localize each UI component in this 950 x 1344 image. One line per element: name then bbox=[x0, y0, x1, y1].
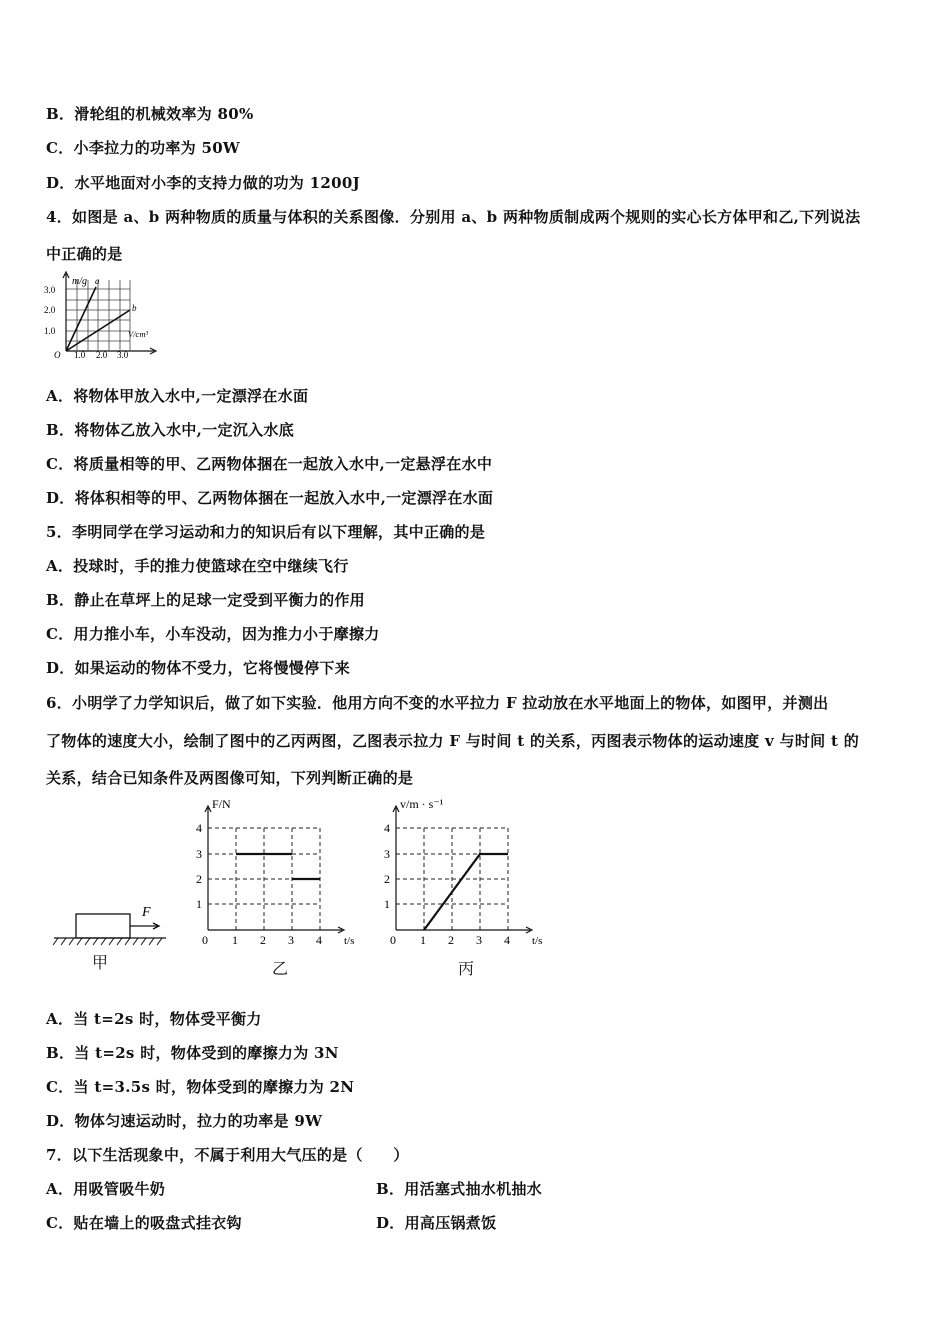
q6-bing-y-tick-3: 3 bbox=[384, 847, 390, 861]
q4-x-tick-3: 3.0 bbox=[117, 350, 129, 360]
q6-yi-x-tick-4: 4 bbox=[316, 933, 322, 947]
q6-bing-dashed-grid bbox=[396, 828, 508, 930]
q4-option-b: B．将物体乙放入水中,一定沉入水底 bbox=[46, 421, 295, 439]
q4-line-b-label: b bbox=[132, 303, 137, 313]
q6-stem-line3: 关系，结合已知条件及两图像可知，下列判断正确的是 bbox=[46, 769, 414, 787]
q4-y-axis-label: m/g bbox=[72, 276, 87, 287]
q6-block bbox=[76, 914, 130, 938]
q6-option-c: C．当 t=3.5s 时，物体受到的摩擦力为 2N bbox=[46, 1078, 355, 1096]
q7-option-b: B．用活塞式抽水机抽水 bbox=[376, 1180, 542, 1198]
q6-yi-x-tick-1: 1 bbox=[232, 933, 238, 947]
q4-stem-line2: 中正确的是 bbox=[46, 245, 123, 263]
q7-option-c: C．贴在墙上的吸盘式挂衣钩 bbox=[46, 1214, 242, 1232]
q4-origin-label: O bbox=[54, 350, 61, 360]
q7-option-d: D．用高压锅煮饭 bbox=[376, 1214, 497, 1232]
q5-option-a: A．投球时，手的推力使篮球在空中继续飞行 bbox=[46, 557, 349, 575]
q5-option-d: D．如果运动的物体不受力，它将慢慢停下来 bbox=[46, 659, 351, 677]
q6-bing-axes bbox=[393, 806, 532, 933]
q6-yi-y-tick-1: 1 bbox=[196, 897, 202, 911]
q4-stem-line1: 4．如图是 a、b 两种物质的质量与体积的关系图像．分别用 a、b 两种物质制成两个规则的实心长方体甲和乙,下列说法 bbox=[46, 208, 861, 226]
q6-yi-x-tick-3: 3 bbox=[288, 933, 294, 947]
q6-bing-x-tick-4: 4 bbox=[504, 933, 510, 947]
q6-yi-axes bbox=[205, 806, 344, 933]
q6-yi-x-tick-0: 0 bbox=[202, 933, 208, 947]
q6-fig-bing-chart bbox=[378, 792, 558, 952]
q4-y-tick-2: 2.0 bbox=[44, 305, 56, 315]
q4-y-tick-3: 3.0 bbox=[44, 285, 56, 295]
q7-option-a: A．用吸管吸牛奶 bbox=[46, 1180, 166, 1198]
q6-yi-y-tick-4: 4 bbox=[196, 821, 202, 835]
q5-option-c: C．用力推小车，小车没动，因为推力小于摩擦力 bbox=[46, 625, 380, 643]
q6-force-label: F bbox=[142, 905, 151, 920]
q6-yi-y-axis-label: F/N bbox=[212, 797, 231, 811]
q6-yi-y-tick-3: 3 bbox=[196, 847, 202, 861]
q5-option-b: B．静止在草坪上的足球一定受到平衡力的作用 bbox=[46, 591, 365, 609]
q6-bing-y-tick-4: 4 bbox=[384, 821, 390, 835]
q4-option-d: D．将体积相等的甲、乙两物体捆在一起放入水中,一定漂浮在水面 bbox=[46, 489, 494, 507]
q4-option-c: C．将质量相等的甲、乙两物体捆在一起放入水中,一定悬浮在水中 bbox=[46, 455, 493, 473]
q6-bing-series-line bbox=[424, 854, 508, 930]
q6-yi-x-tick-2: 2 bbox=[260, 933, 266, 947]
q6-fig-jia bbox=[50, 895, 170, 955]
q7-stem: 7．以下生活现象中，不属于利用大气压的是（ ） bbox=[46, 1146, 409, 1164]
q4-option-a: A．将物体甲放入水中,一定漂浮在水面 bbox=[46, 387, 309, 405]
q6-yi-x-axis-label: t/s bbox=[344, 935, 355, 947]
q4-mass-volume-graph bbox=[40, 270, 164, 360]
q6-bing-x-axis-label: t/s bbox=[532, 935, 543, 947]
q6-bing-x-tick-1: 1 bbox=[420, 933, 426, 947]
q6-caption-yi: 乙 bbox=[272, 959, 289, 978]
q6-option-b: B．当 t=2s 时，物体受到的摩擦力为 3N bbox=[46, 1044, 339, 1062]
q4-grid bbox=[66, 280, 130, 350]
q5-stem: 5．李明同学在学习运动和力的知识后有以下理解，其中正确的是 bbox=[46, 523, 486, 541]
q6-yi-y-tick-2: 2 bbox=[196, 872, 202, 886]
q4-x-axis-label: V/cm³ bbox=[128, 329, 149, 339]
prev-option-c: C．小李拉力的功率为 50W bbox=[46, 139, 241, 157]
q6-bing-y-tick-2: 2 bbox=[384, 872, 390, 886]
q6-caption-jia: 甲 bbox=[92, 953, 109, 972]
q6-bing-x-tick-0: 0 bbox=[390, 933, 396, 947]
q6-option-a: A．当 t=2s 时，物体受平衡力 bbox=[46, 1010, 262, 1028]
q4-y-tick-1: 1.0 bbox=[44, 326, 56, 336]
q4-x-tick-1: 1.0 bbox=[74, 350, 86, 360]
q6-fig-yi-chart bbox=[190, 792, 370, 952]
q6-stem-line2: 了物体的速度大小，绘制了图中的乙丙两图，乙图表示拉力 F 与时间 t 的关系，丙图表示物体的运动速度 v 与时间 t 的 bbox=[46, 732, 860, 750]
q4-x-tick-2: 2.0 bbox=[96, 350, 108, 360]
q6-ground-hatch bbox=[53, 938, 162, 945]
q6-option-d: D．物体匀速运动时，拉力的功率是 9W bbox=[46, 1112, 323, 1130]
q6-bing-y-axis-label: v/m · s⁻¹ bbox=[400, 797, 444, 811]
q6-bing-x-tick-3: 3 bbox=[476, 933, 482, 947]
q4-line-a-label: a bbox=[95, 276, 100, 286]
q6-bing-y-tick-1: 1 bbox=[384, 897, 390, 911]
q6-bing-x-tick-2: 2 bbox=[448, 933, 454, 947]
q6-caption-bing: 丙 bbox=[458, 959, 475, 978]
prev-option-d: D．水平地面对小李的支持力做的功为 1200J bbox=[46, 174, 360, 192]
q6-stem-line1: 6．小明学了力学知识后，做了如下实验．他用方向不变的水平拉力 F 拉动放在水平地面上的物体，如图甲，并测出 bbox=[46, 694, 829, 712]
prev-option-b: B．滑轮组的机械效率为 80% bbox=[46, 105, 254, 123]
